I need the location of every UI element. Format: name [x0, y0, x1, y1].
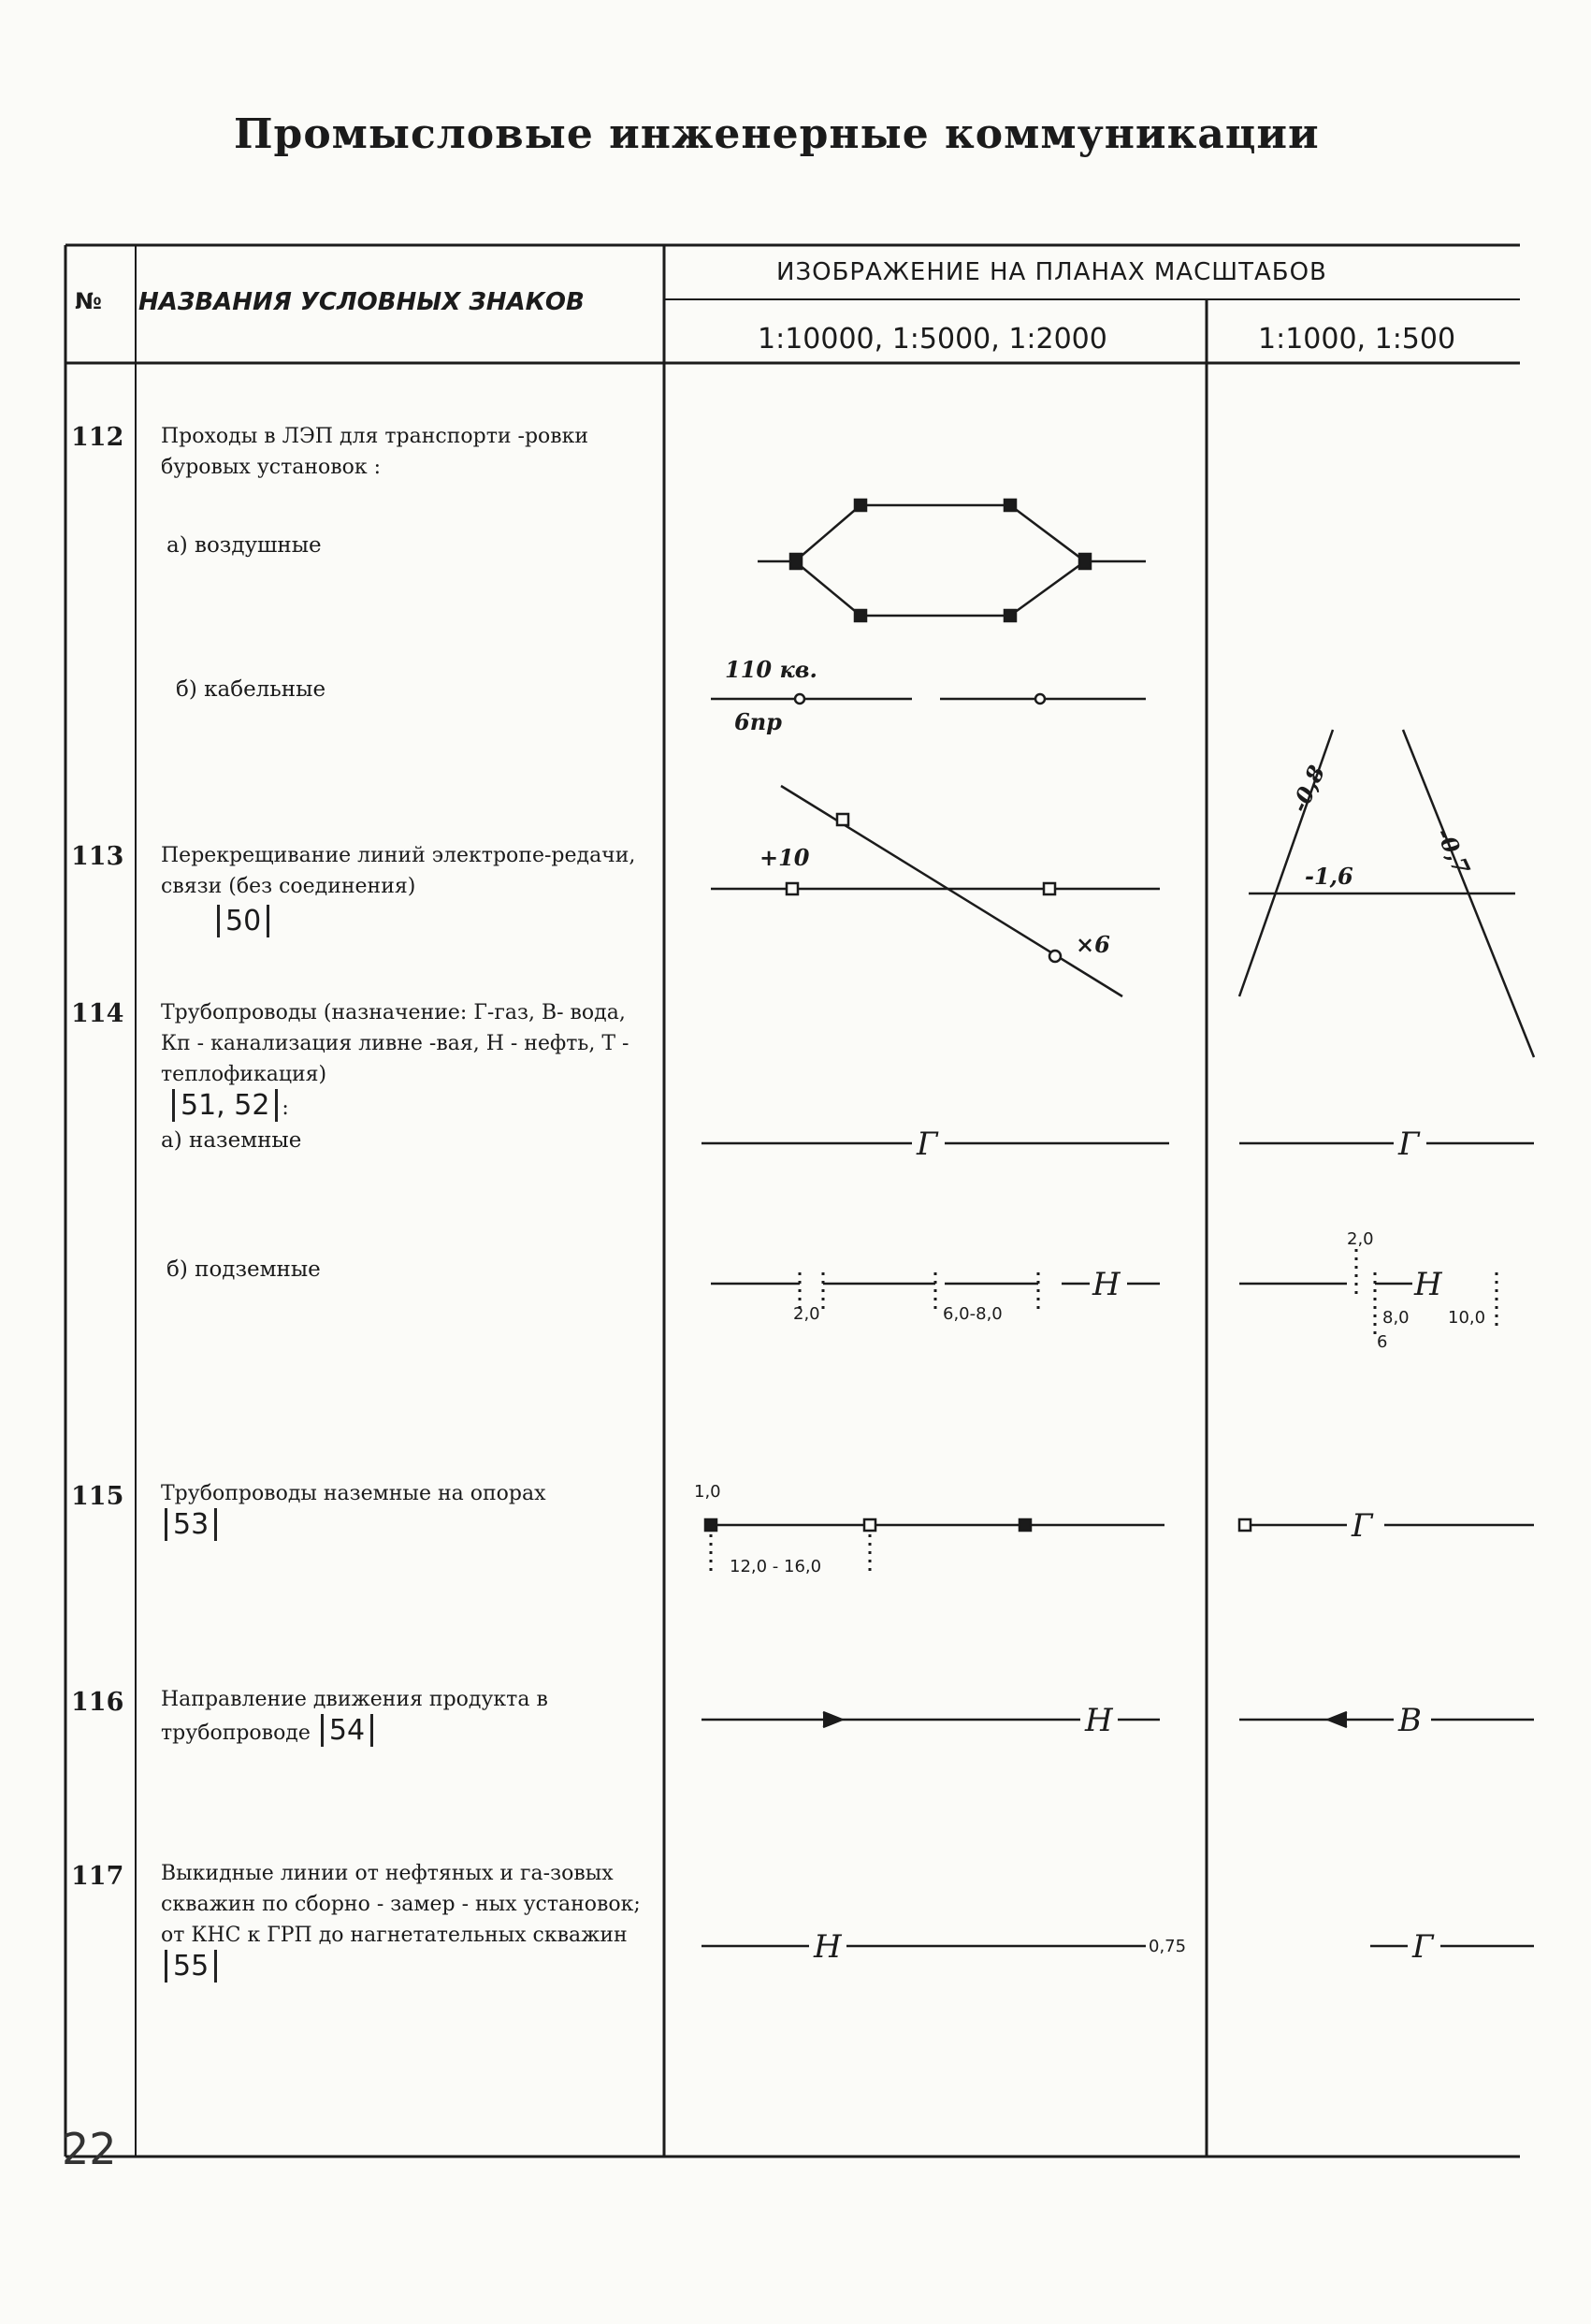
- ann-116-v: В: [1398, 1702, 1422, 1739]
- ann-113-c: -0,8: [1285, 761, 1331, 817]
- row-114-sub-b: б) подземные: [166, 1257, 321, 1282]
- row-114-text-main: Трубопроводы (назначение: Г-газ, В- вода, Кп - канализация ливне -вая, Н - нефть, Т - теплофикация): [161, 1001, 629, 1086]
- header-scale-2: 1:1000, 1:500: [1258, 323, 1456, 356]
- sym-112a-tower: [1079, 554, 1091, 569]
- ann-117-g: Г: [1412, 1928, 1434, 1966]
- page-title: Промысловые инженерные коммуникации: [234, 110, 1320, 158]
- ann-113-d: -1,6: [1305, 863, 1353, 890]
- ann-114-d6: 6: [1377, 1332, 1388, 1352]
- header-num: №: [75, 288, 102, 314]
- page-number: 22: [62, 2124, 117, 2174]
- header-names: НАЗВАНИЯ УСЛОВНЫХ ЗНАКОВ: [138, 288, 585, 316]
- ann-114-d3: 2,0: [1347, 1229, 1374, 1249]
- ann-114-d4: 8,0: [1382, 1308, 1410, 1328]
- ann-114-g2: Г: [1398, 1126, 1420, 1163]
- ann-117-n: Н: [814, 1928, 842, 1966]
- sym-115-support: [1020, 1519, 1031, 1531]
- row-114-sub-a: а) наземные: [161, 1128, 302, 1153]
- sym-113-node: [1049, 951, 1061, 962]
- ann-114-d1: 2,0: [793, 1304, 820, 1324]
- ann-115-s1: 1,0: [694, 1482, 721, 1502]
- ann-112-kv: 110 кв.: [725, 656, 817, 683]
- row-117-num: 117: [71, 1862, 124, 1891]
- ann-114-d2: 6,0-8,0: [943, 1304, 1003, 1324]
- ann-116-n: Н: [1085, 1702, 1113, 1739]
- row-113-num: 113: [71, 842, 124, 871]
- sym-112a-tower: [855, 610, 866, 621]
- row-115-text-main: Трубопроводы наземные на опорах: [161, 1482, 546, 1505]
- row-115-num: 115: [71, 1482, 124, 1511]
- sym-115-pipe-on-supports: [705, 1519, 1534, 1531]
- sym-112b-node: [795, 694, 804, 704]
- sym-112b-cable: [711, 694, 1146, 704]
- ann-113-e: -0,7: [1430, 823, 1476, 879]
- sym-113-tower: [787, 883, 798, 894]
- sym-112a-tower: [790, 554, 802, 569]
- sym-115-support: [705, 1519, 716, 1531]
- sym-112a-tower: [855, 500, 866, 511]
- ann-115-s2: 12,0 - 16,0: [730, 1557, 822, 1576]
- row-114-num: 114: [71, 999, 124, 1028]
- header-image: ИЗОБРАЖЕНИЕ НА ПЛАНАХ МАСШТАБОВ: [776, 258, 1327, 286]
- sym-113-crossing: [711, 730, 1534, 1057]
- header-scale-1: 1:10000, 1:5000, 1:2000: [758, 323, 1107, 356]
- sym-115-support: [864, 1519, 875, 1531]
- row-114-ref-suffix: :: [282, 1097, 289, 1120]
- row-113-ref: 50: [217, 905, 269, 937]
- sym-112a-hex-outline: [795, 505, 1085, 616]
- ann-114-n2: Н: [1414, 1266, 1442, 1303]
- row-115-ref: 53: [165, 1508, 217, 1541]
- row-114-ref: 51, 52: [172, 1089, 278, 1122]
- row-116-ref: 54: [321, 1714, 373, 1747]
- sym-116-arrow: [823, 1712, 842, 1727]
- sym-112a-tower: [1005, 500, 1016, 511]
- sym-113-tower: [1044, 883, 1055, 894]
- ann-113-a: +10: [759, 844, 810, 871]
- ann-113-b: ×6: [1076, 931, 1110, 958]
- ann-114-d5: 10,0: [1448, 1308, 1486, 1328]
- ann-117-d: 0,75: [1149, 1937, 1187, 1956]
- ann-114-g1: Г: [917, 1126, 938, 1163]
- row-113-text-main: Перекрещивание линий электропе-редачи, связи (без соединения): [161, 844, 636, 898]
- row-116-text-main: Направление движения продукта в трубопроводе: [161, 1688, 548, 1745]
- row-116-num: 116: [71, 1688, 124, 1717]
- row-112-sub-a: а) воздушные: [166, 533, 322, 558]
- sym-115-support: [1239, 1519, 1251, 1531]
- ann-115-g: Г: [1352, 1507, 1373, 1545]
- ann-114-n1: Н: [1092, 1266, 1121, 1303]
- row-117-ref: 55: [165, 1950, 217, 1983]
- row-112-sub-b: б) кабельные: [176, 677, 326, 702]
- row-117-text-main: Выкидные линии от нефтяных и га-зовых скважин по сборно - замер - ных установок; от КНС к ГРП до нагнетательных скважин: [161, 1862, 641, 1947]
- sym-112b-node: [1035, 694, 1045, 704]
- sym-113-diagonal: [781, 786, 1122, 996]
- row-112-num: 112: [71, 423, 124, 452]
- row-112-text: Проходы в ЛЭП для транспорти -ровки буровых установок :: [161, 425, 589, 479]
- ann-112-pr: 6пр: [734, 708, 782, 735]
- sym-112a-tower: [1005, 610, 1016, 621]
- sym-112a-hexagon: [758, 500, 1146, 621]
- sym-116-arrow: [1328, 1712, 1347, 1727]
- sym-113-tower: [837, 814, 848, 825]
